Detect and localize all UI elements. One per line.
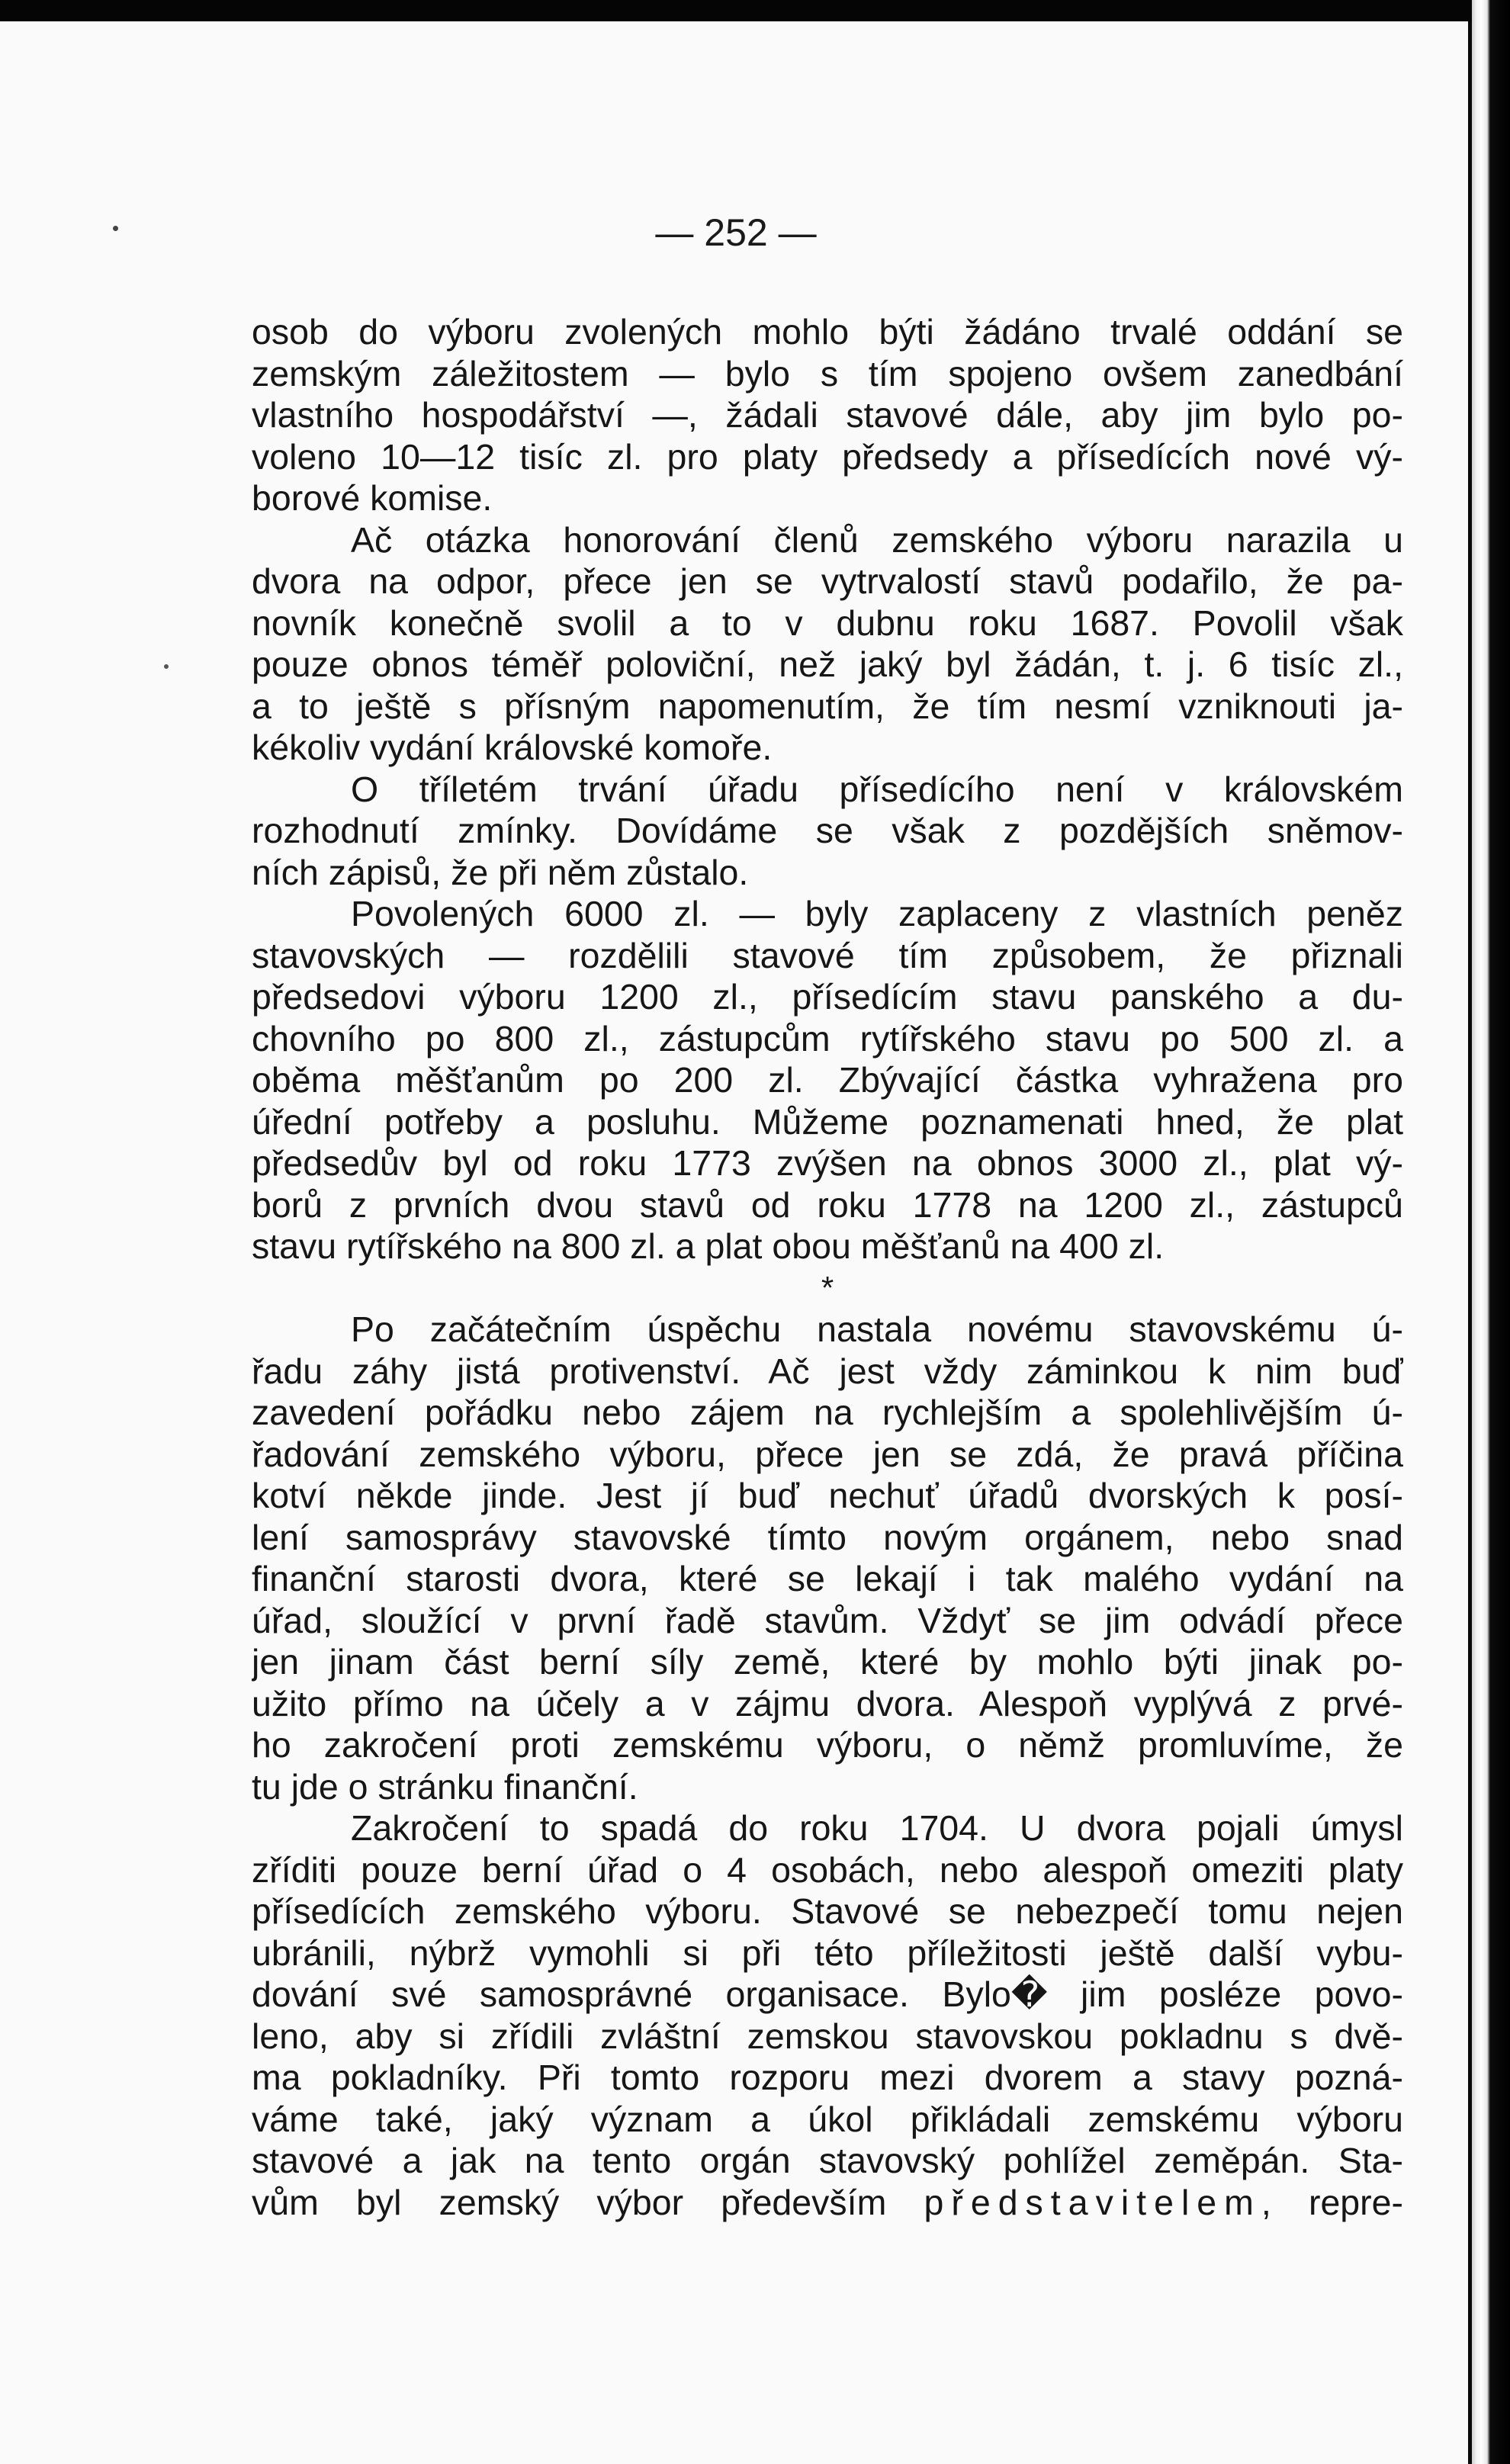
spaced-emphasis: představitelem <box>924 2182 1261 2222</box>
text-line: a to ještě s přísným napomenutím, že tím nesmí vzniknouti ja- <box>252 686 1403 726</box>
scan-page-edge <box>1472 0 1510 2464</box>
scan-speck <box>113 226 118 231</box>
text-segment: , repre- <box>1261 2182 1403 2222</box>
text-line: jen jinam část berní síly země, které by mohlo býti jinak po- <box>252 1642 1403 1682</box>
text-line: voleno 10—12 tisíc zl. pro platy předsedy a přísedících nové vý- <box>252 436 1403 477</box>
text-line: řadování zemského výboru, přece jen se zdá, že pravá příčina <box>252 1434 1403 1474</box>
text-line: rozhodnutí zmínky. Dovídáme se však z pozdějších sněmov- <box>252 811 1403 850</box>
text-line: předsedův byl od roku 1773 zvýšen na obnos 3000 zl., plat vý- <box>252 1143 1403 1183</box>
text-line: kotví někde jinde. Jest jí buď nechuť úřadů dvorských k posí- <box>252 1476 1403 1515</box>
text-line: tu jde o stránku finanční. <box>252 1766 638 1807</box>
text-line: osob do výboru zvolených mohlo býti žádáno trvalé oddání se <box>252 312 1403 352</box>
page-number: — 252 — <box>655 211 817 254</box>
text-line: Zakročení to spadá do roku 1704. U dvora pojali úmysl <box>351 1808 1403 1848</box>
scan-top-border <box>0 0 1510 21</box>
section-separator: * <box>821 1269 834 1306</box>
text-line: borů z prvních dvou stavů od roku 1778 na 1200 zl., zástupců <box>252 1184 1403 1225</box>
text-line: oběma měšťanům po 200 zl. Zbývající částka vyhražena pro <box>252 1060 1403 1100</box>
text-line: Povolených 6000 zl. — byly zaplaceny z vlastních peněz <box>351 894 1403 933</box>
text-line: ho zakročení proti zemskému výboru, o němž promluvíme, že <box>252 1725 1403 1765</box>
text-line: váme také, jaký význam a úkol přikládali zemskému výboru <box>252 2099 1403 2139</box>
text-line <box>252 2182 1403 2224</box>
text-line: O tříletém trvání úřadu přísedícího není v královském <box>351 769 1403 809</box>
book-page <box>0 21 1468 2464</box>
text-line: lení samosprávy stavovské tímto novým orgánem, nebo snad <box>252 1517 1403 1557</box>
text-line: finanční starosti dvora, které se lekají i tak malého vydání na <box>252 1559 1403 1598</box>
text-line: úřad, sloužící v první řadě stavům. Vždyť se jim odvádí přece <box>252 1600 1403 1640</box>
body-text <box>252 311 1403 2223</box>
text-line: dvora na odpor, přece jen se vytrvalostí stavů podařilo, že pa- <box>252 561 1403 601</box>
text-line: Ač otázka honorování členů zemského výboru narazila u <box>351 519 1403 560</box>
text-line: přísedících zemského výboru. Stavové se nebezpečí tomu nejen <box>252 1891 1403 1931</box>
scan-speck <box>164 664 169 669</box>
text-line: zříditi pouze berní úřad o 4 osobách, nebo alespoň omeziti platy <box>252 1849 1403 1890</box>
text-line: zemským záležitostem — bylo s tím spojeno ovšem zanedbání <box>252 353 1403 394</box>
text-line: stavové a jak na tento orgán stavovský pohlížel zeměpán. Sta- <box>252 2141 1403 2180</box>
text-line: borové komise. <box>252 478 493 518</box>
text-line: užito přímo na účely a v zájmu dvora. Alespoň vyplývá z prvé- <box>252 1683 1403 1724</box>
text-line: řadu záhy jistá protivenství. Ač jest vždy záminkou k nim buď <box>252 1351 1403 1391</box>
text-line: ubránili, nýbrž vymohli si při této příležitosti ještě další vybu- <box>252 1932 1403 1973</box>
text-line: novník konečně svolil a to v dubnu roku 1687. Povolil však <box>252 602 1403 643</box>
text-line: stavovských — rozdělili stavové tím způsobem, že přiznali <box>252 935 1403 975</box>
text-line: Po začátečním úspěchu nastala novému stavovskému ú- <box>351 1309 1403 1349</box>
text-line: vlastního hospodářství —, žádali stavové dále, aby jim bylo po- <box>252 395 1403 435</box>
text-line: dování své samosprávné organisace. Bylo� jim posléze povo- <box>252 1974 1403 2014</box>
text-line: kékoliv vydání královské komoře. <box>252 728 773 767</box>
text-segment: vům byl zemský výbor především <box>252 2182 887 2222</box>
text-line: leno, aby si zřídili zvláštní zemskou stavovskou pokladnu s dvě- <box>252 2016 1403 2056</box>
text-line: ma pokladníky. Při tomto rozporu mezi dvorem a stavy pozná- <box>252 2058 1403 2097</box>
text-line: úřední potřeby a posluhu. Můžeme poznamenati hned, že plat <box>252 1101 1403 1142</box>
text-line: stavu rytířského na 800 zl. a plat obou měšťanů na 400 zl. <box>252 1226 1165 1266</box>
text-line: chovního po 800 zl., zástupcům rytířského stavu po 500 zl. a <box>252 1018 1403 1059</box>
text-line: pouze obnos téměř poloviční, než jaký byl žádán, t. j. 6 tisíc zl., <box>252 644 1403 684</box>
text-line: ních zápisů, že při něm zůstalo. <box>252 852 749 892</box>
text-line: zavedení pořádku nebo zájem na rychlejším a spolehlivějším ú- <box>252 1393 1403 1432</box>
text-line: předsedovi výboru 1200 zl., přísedícím stavu panského a du- <box>252 977 1403 1017</box>
